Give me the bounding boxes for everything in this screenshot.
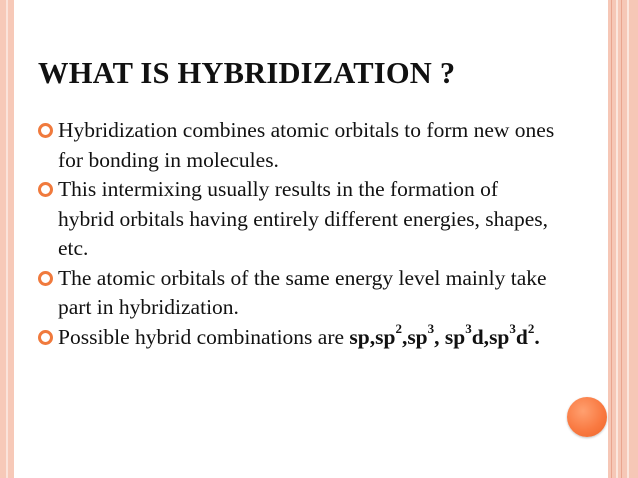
right-border-stripe <box>616 0 618 478</box>
slide-title: WHAT IS HYBRIDIZATION ? <box>38 56 456 90</box>
superscript: 3 <box>465 321 472 337</box>
separator: , <box>401 324 408 349</box>
combo-sp2: sp <box>375 324 396 349</box>
superscript: 2 <box>527 321 535 337</box>
bullet-text-prefix: Possible hybrid combinations are <box>58 324 350 349</box>
bullet-text: Hybridization combines atomic orbitals to form new ones for bonding in molecules. <box>58 118 555 172</box>
bullet-item <box>38 264 558 323</box>
bullet-text: The atomic orbitals of the same energy level mainly take part in hybridization. <box>58 265 547 319</box>
ring-bullet-icon <box>38 182 53 197</box>
bullet-item <box>38 116 558 175</box>
combo-sp3d: sp <box>444 324 466 349</box>
combo-end: . <box>534 324 540 349</box>
left-border-stripe <box>6 0 8 478</box>
ring-bullet-icon <box>38 271 53 286</box>
left-decorative-border <box>0 0 14 478</box>
right-border-stripe <box>611 0 612 478</box>
orange-circle-icon <box>567 397 607 437</box>
combo-sp3d2: sp <box>489 324 510 349</box>
bullet-item <box>38 323 558 353</box>
right-border-stripe <box>621 0 622 478</box>
right-border-stripe <box>627 0 629 478</box>
superscript: 2 <box>395 321 402 337</box>
combo-sp3d2-mid: d <box>515 324 528 349</box>
bullet-list <box>38 116 558 352</box>
combo-sp: sp, <box>349 324 376 349</box>
separator: , <box>434 324 440 349</box>
superscript: 3 <box>509 321 516 337</box>
right-decorative-border <box>608 0 638 478</box>
combo-sp3: sp <box>407 324 428 349</box>
hybrid-combinations <box>349 321 540 349</box>
combo-sp3d-tail: d, <box>471 324 490 349</box>
bullet-text: This intermixing usually results in the formation of hybrid orbitals having entirely different energies, shapes, etc. <box>58 177 548 260</box>
superscript: 3 <box>427 321 435 337</box>
ring-bullet-icon <box>38 330 53 345</box>
bullet-item <box>38 175 558 264</box>
ring-bullet-icon <box>38 123 53 138</box>
